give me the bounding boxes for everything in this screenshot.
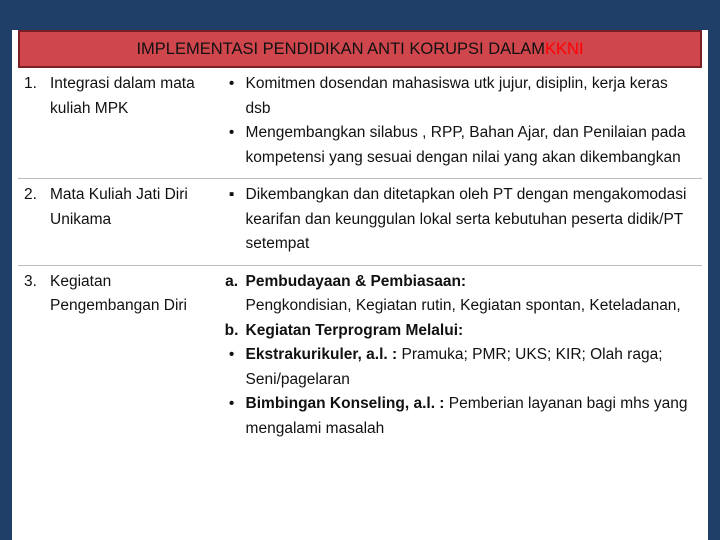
row-content-cell (218, 68, 702, 179)
subheading: Kegiatan Terprogram Melalui: (245, 321, 464, 339)
title-text: IMPLEMENTASI PENDIDIKAN ANTI KORUPSI DALAM (136, 39, 546, 58)
content-table (18, 68, 702, 449)
row-number: 3. (24, 272, 37, 290)
list-item (218, 319, 696, 344)
bullet-icon: • (228, 124, 235, 141)
table-row (18, 265, 702, 449)
subheading: Pembudayaan & Pembiasaan: (245, 272, 467, 290)
row-number: 2. (24, 186, 37, 203)
row-label-cell (18, 179, 218, 266)
list-marker: b. (224, 321, 239, 339)
row-label-cell (18, 265, 218, 449)
square-bullet-icon: ▪ (228, 186, 235, 203)
item-heading: Bimbingan Konseling, a.l. : (245, 395, 445, 412)
bullet-icon: • (228, 75, 235, 92)
bullet-text: Mengembangkan silabus , RPP, Bahan Ajar, dan Penilaian pada kompetensi yang sesuai dengan nilai yang akan dikembangkan (245, 124, 686, 166)
bullet-icon: • (228, 346, 235, 363)
list-item (218, 343, 696, 392)
list-item (218, 72, 696, 121)
bullet-text: Komitmen dosendan mahasiswa utk jujur, disiplin, kerja keras dsb (245, 75, 668, 117)
row-content-cell (218, 265, 702, 449)
row-content-cell (218, 179, 702, 266)
row-number: 1. (24, 75, 37, 92)
row-label: Integrasi dalam mata kuliah MPK (50, 75, 195, 117)
bullet-text: Pramuka; PMR; UKS; KIR; Olah raga; Seni/pagelaran (245, 346, 663, 388)
title-highlight: KKNI (545, 39, 584, 58)
slide-title (18, 30, 702, 68)
list-item (218, 183, 696, 257)
list-item (218, 121, 696, 170)
row-label: Kegiatan Pengembangan Diri (50, 272, 188, 314)
bullet-text: Dikembangkan dan ditetapkan oleh PT dengan mengakomodasi kearifan dan keunggulan lokal serta kebutuhan peserta didik/PT setempat (245, 186, 687, 252)
row-label-cell (18, 68, 218, 179)
list-item (218, 270, 696, 319)
list-marker: a. (225, 272, 239, 290)
table-row (18, 68, 702, 179)
row-label: Mata Kuliah Jati Diri Unikama (50, 186, 188, 228)
table-row (18, 179, 702, 266)
item-heading: Ekstrakurikuler, a.l. : (245, 346, 398, 363)
list-item (218, 392, 696, 441)
bullet-text: Pengkondisian, Kegiatan rutin, Kegiatan spontan, Keteladanan, (245, 297, 681, 314)
bullet-icon: • (228, 395, 235, 412)
bullet-text: Pemberian layanan bagi mhs yang mengalami masalah (245, 395, 688, 437)
